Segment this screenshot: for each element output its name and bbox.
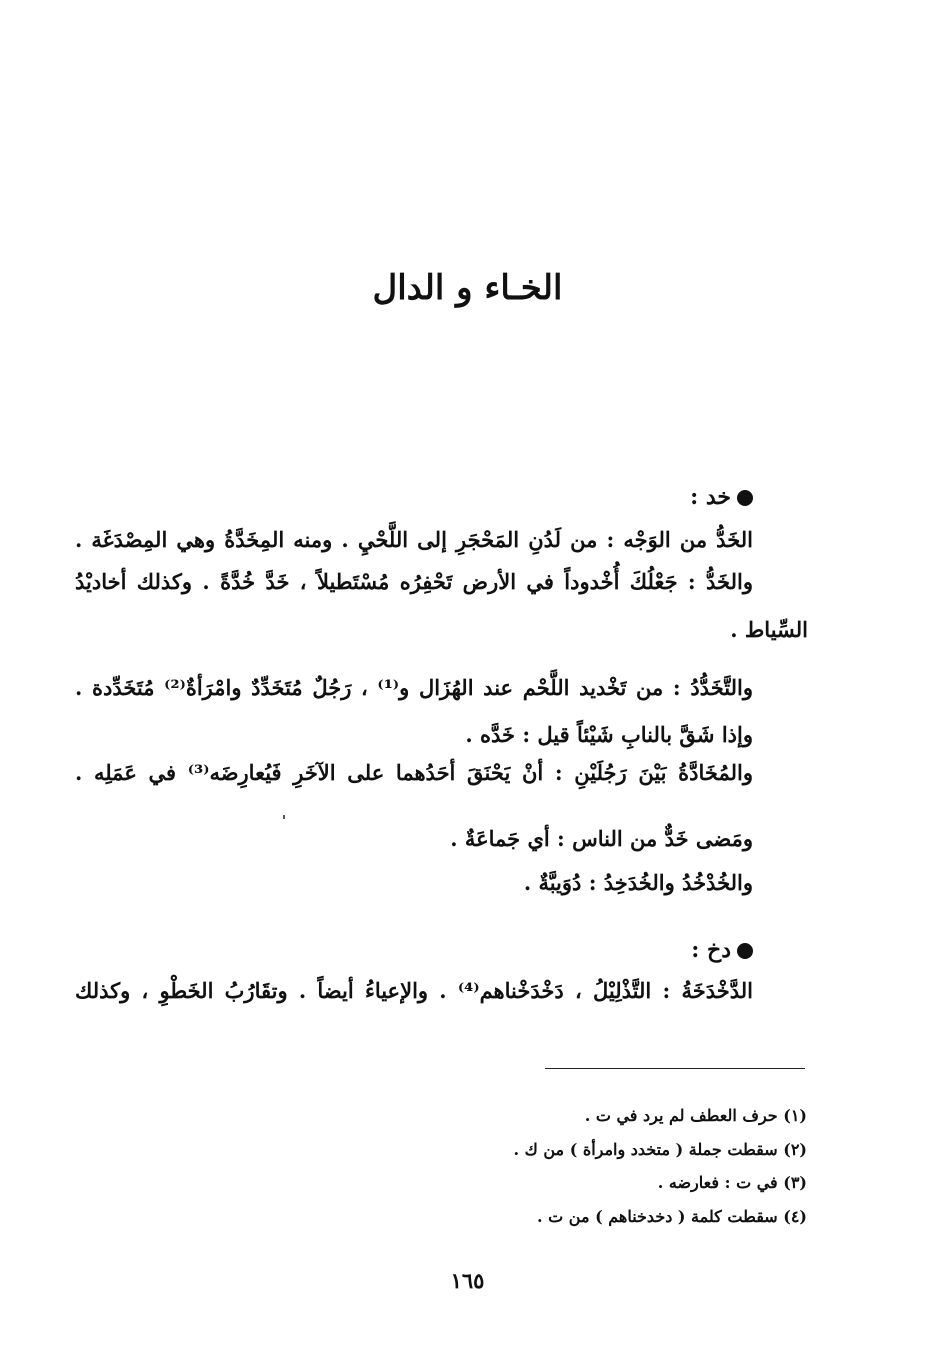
text-line: والخُدْخُدُ والخُدَخِدُ : دُوَيبَّةٌ . (523, 870, 753, 895)
bullet-icon (737, 943, 753, 959)
text-line: وإذا شَقَّ بالنابِ شَيْئاً قيل : خَدَّه . (465, 722, 753, 747)
text-line: الخَدُّ من الوَجْه : من لَدُنِ المَحْجَرِ إلى اللَّحْيِ . ومنه المِخَدَّةُ وهي المِصْدَغَة . (75, 527, 753, 552)
footnote-divider (545, 1068, 805, 1069)
heading-text: خد : (690, 484, 731, 510)
text-line: والمُخَادَّةُ بَيْنَ رَجُلَيْنِ : أنْ يَحْنَقَ أحَدُهما على الآخَرِ فَيُعارِضَه⁽³⁾ في عَمَلِه . (75, 760, 753, 785)
text-line: ومَضى خَدٌّ من الناس : أي جَماعَةٌ . (450, 826, 753, 851)
footnote: (٣) في ت : فعارضه . (657, 1173, 807, 1192)
entry-heading-dkh (691, 937, 753, 963)
heading-text: دخ : (691, 937, 731, 963)
text-line: الدَّخْدَخَةُ : التَّذْلِيْلُ ، دَخْدَخْناهم⁽⁴⁾ . والإعياءُ أيضاً . وتقَارُبُ الخَطْوِ ، وكذلك (75, 978, 753, 1003)
footnote: (١) حرف العطف لم يرد في ت . (584, 1106, 807, 1125)
text-line: والخَدُّ : جَعْلُكَ أُخْدوداً في الأرض تَحْفِرُه مُسْتَطيلاً ، خَدَّ خُدَّةً . وكذلك أخاديْدُ (75, 569, 753, 594)
footnote: (٢) سقطت جملة ( متخدد وامرأة ) من ك . (513, 1140, 807, 1159)
page-number: ١٦٥ (450, 1268, 485, 1293)
footnote: (٤) سقطت كلمة ( دخدخناهم ) من ت . (537, 1207, 807, 1226)
entry-heading-khd (690, 484, 753, 510)
text-line: والتَّخَدُّدُ : من تَخْديد اللَّحْم عند الهُزَال و⁽¹⁾ ، رَجُلٌ مُتَخَدِّدٌ وامْرَأةٌ⁽²⁾ مُتَخَدِّدة . (75, 675, 753, 700)
text-line: السِّياط . (730, 617, 808, 642)
bullet-icon (737, 490, 753, 506)
print-speck (283, 815, 285, 819)
chapter-title: الخـاء و الدال (372, 268, 563, 308)
